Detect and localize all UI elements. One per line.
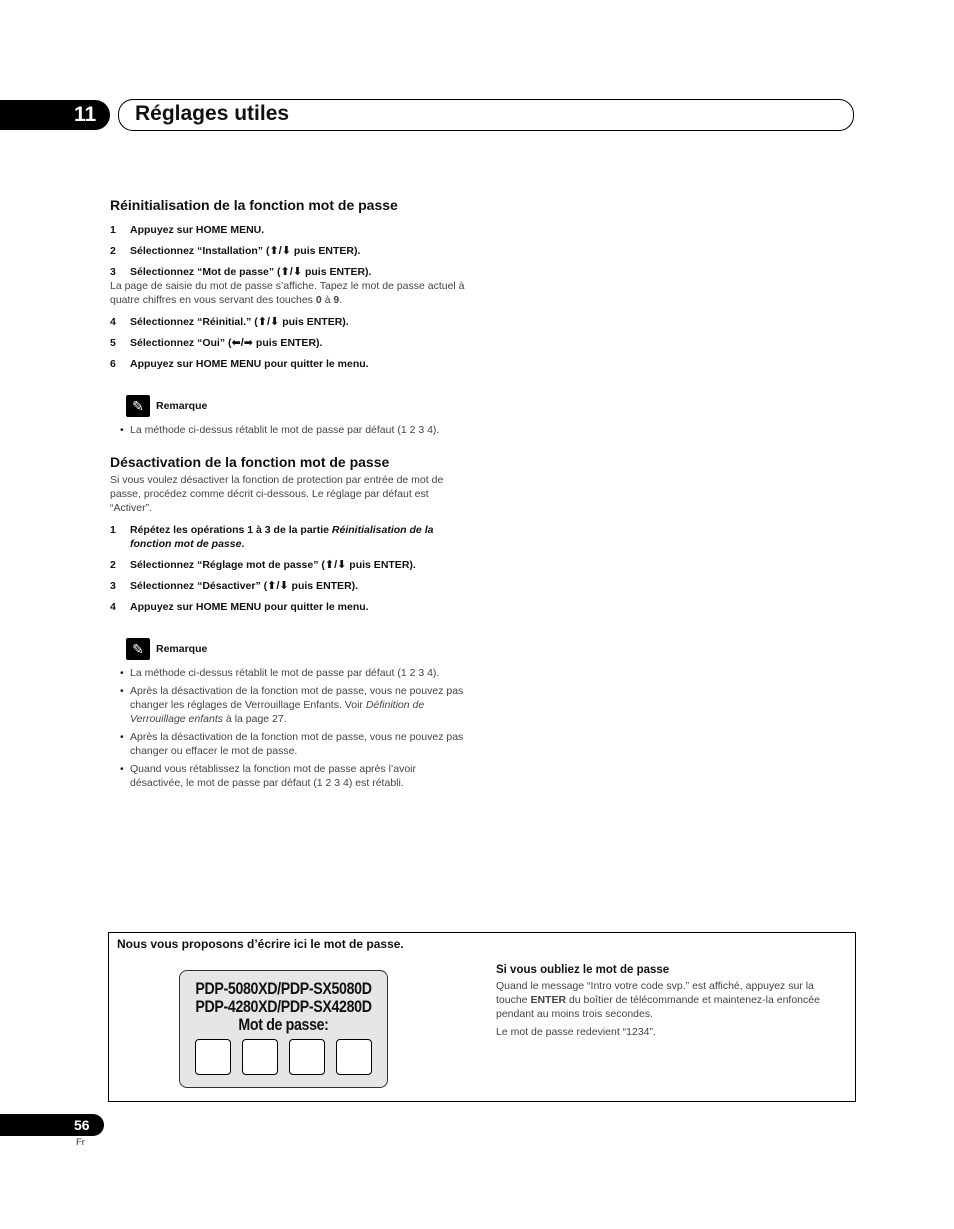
disable-notes (110, 666, 468, 790)
list-item: • Après la désactivation de la fonction mot de passe, vous ne pouvez pas changer les réglages de Verrouillage Enfants. Voir Définition de Verrouillage enfants à la page 27. (110, 684, 468, 726)
model-line-2: PDP-4280XD/PDP-SX4280D (195, 998, 372, 1016)
reset-step-4: 4 Sélectionnez “Réinitial.” (⬆/⬇ puis ENTER). (110, 316, 349, 328)
disable-step-1: 1 Répétez les opérations 1 à 3 de la partie Réinitialisation de la fonction mot de passe. (110, 524, 434, 550)
reset-step-6: 6 Appuyez sur HOME MENU pour quitter le menu. (110, 358, 369, 370)
disable-step-2: 2 Sélectionnez “Réglage mot de passe” (⬆/⬇ puis ENTER). (110, 559, 416, 571)
up-down-arrows-icon: ⬆/⬇ (257, 316, 280, 328)
digit-box (195, 1039, 231, 1075)
note-heading: ✎ Remarque (126, 395, 468, 417)
digit-box (289, 1039, 325, 1075)
list-item: • Après la désactivation de la fonction mot de passe, vous ne pouvez pas changer ou effacer le mot de passe. (110, 730, 468, 758)
password-label: Mot de passe: (238, 1016, 329, 1034)
left-right-arrows-icon: ⬅/➡ (231, 337, 254, 349)
disable-intro: Si vous voulez désactiver la fonction de protection par entrée de mot de passe, procédez comme décrit ci-dessous. Le réglage par défaut est “Activer”. (110, 474, 444, 514)
reset-step-3-description: La page de saisie du mot de passe s’affiche. Tapez le mot de passe actuel à quatre chiffres en vous servant des touches 0 à 9. (110, 280, 465, 306)
language-code: Fr (76, 1137, 85, 1148)
reset-step-3: 3 Sélectionnez “Mot de passe” (⬆/⬇ puis ENTER). (110, 266, 372, 278)
reset-notes (110, 423, 468, 437)
up-down-arrows-icon: ⬆/⬇ (269, 245, 291, 257)
chapter-title: Réglages utiles (135, 102, 290, 125)
reset-step-1: 1 Appuyez sur HOME MENU. (110, 224, 265, 236)
pencil-note-icon: ✎ (126, 638, 150, 660)
model-line-1: PDP-5080XD/PDP-SX5080D (195, 980, 372, 998)
up-down-arrows-icon: ⬆/⬇ (324, 559, 347, 571)
main-column (110, 196, 468, 794)
section-reset-title: Réinitialisation de la fonction mot de passe (110, 197, 398, 213)
disable-step-4: 4 Appuyez sur HOME MENU pour quitter le menu. (110, 601, 369, 613)
digit-box (336, 1039, 372, 1075)
reset-step-5: 5 Sélectionnez “Oui” (⬅/➡ puis ENTER). (110, 337, 323, 349)
memo-heading: Nous vous proposons d’écrire ici le mot de passe. (117, 937, 404, 951)
list-item: • La méthode ci-dessus rétablit le mot de passe par défaut (1 2 3 4). (110, 423, 468, 437)
forgot-result: Le mot de passe redevient “1234”. (496, 1026, 656, 1038)
pencil-note-icon: ✎ (126, 395, 150, 417)
password-card (179, 970, 388, 1088)
page-number: 56 (74, 1117, 90, 1133)
password-digit-boxes (195, 1039, 372, 1075)
note-heading: ✎ Remarque (126, 638, 468, 660)
forgot-password-panel (496, 963, 836, 1043)
list-item: • Quand vous rétablissez la fonction mot de passe après l’avoir désactivée, le mot de passe par défaut (1 2 3 4) est rétabli. (110, 762, 468, 790)
password-memo-box (108, 932, 856, 1102)
list-item: • La méthode ci-dessus rétablit le mot de passe par défaut (1 2 3 4). (110, 666, 468, 680)
section-disable-title: Désactivation de la fonction mot de passe (110, 454, 390, 470)
digit-box (242, 1039, 278, 1075)
forgot-title: Si vous oubliez le mot de passe (496, 964, 670, 976)
up-down-arrows-icon: ⬆/⬇ (267, 580, 289, 592)
reset-step-2: 2 Sélectionnez “Installation” (⬆/⬇ puis ENTER). (110, 245, 361, 257)
up-down-arrows-icon: ⬆/⬇ (280, 266, 303, 278)
disable-step-3: 3 Sélectionnez “Désactiver” (⬆/⬇ puis ENTER). (110, 580, 359, 592)
forgot-instructions: Quand le message “Intro votre code svp.” est affiché, appuyez sur la touche ENTER du boîtier de télécommande et maintenez-la enfoncée pendant au moins trois secondes. (496, 980, 820, 1020)
chapter-number: 11 (74, 103, 97, 126)
